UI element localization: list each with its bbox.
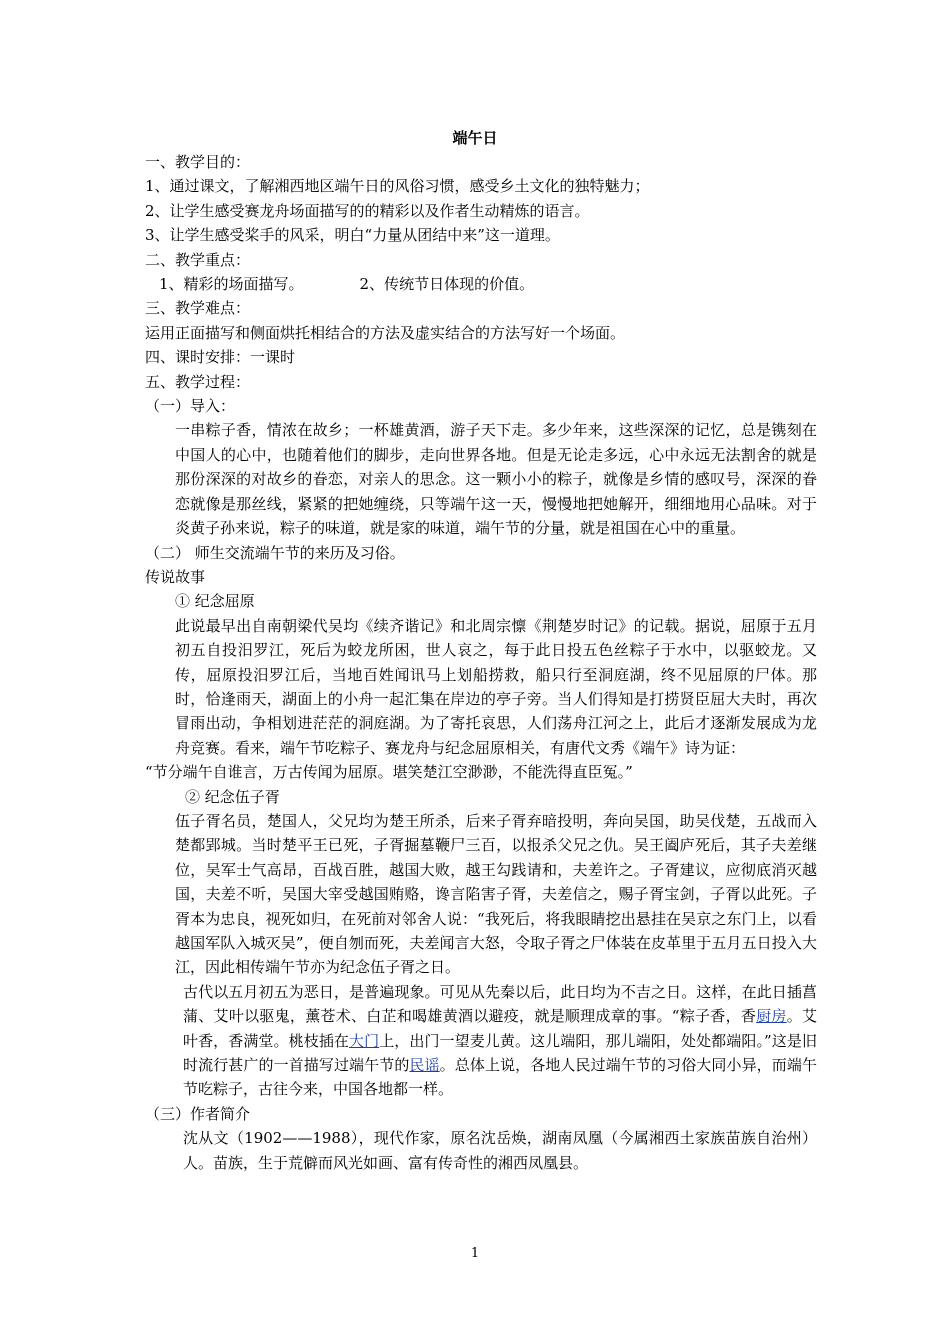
story1-paragraph <box>145 614 817 760</box>
story1-text: 此说最早出自南朝梁代吴均《续齐谐记》和北周宗懔《荆楚岁时记》的记载。据说，屈原于五月初五自投汨罗江，死后为蛟龙所困，世人哀之，每于此日投五色丝粽子于水中，以驱蛟龙。又传，屈原投汨罗江后，当地百姓闻讯马上划船捞救，船只行至洞庭湖，终不见屈原的尸体。那时，恰逢雨天，湖面上的小舟一起汇集在岸边的亭子旁。当人们得知是打捞贤臣屈大夫时，再次冒雨出动，争相划进茫茫的洞庭湖。为了寄托哀思，人们荡舟江河之上，此后才逐渐发展成为龙舟竞赛。看来，端午节吃粽子、赛龙舟与纪念屈原相关，有唐代文秀《端午》诗为证： <box>175 616 817 757</box>
keypoint-item-2: 2、传统节日体现的价值。 <box>359 275 535 294</box>
difficulty-heading: 三、教学难点： <box>145 299 251 318</box>
schedule-line: 四、课时安排：一课时 <box>145 348 296 367</box>
story1-poem: “节分端午自谁言，万古传闻为屈原。堪笑楚江空渺渺，不能洗得直臣冤。” <box>145 763 633 782</box>
page-title: 端午日 <box>452 129 498 147</box>
story2-text: 伍子胥名员，楚国人，父兄均为楚王所杀，后来子胥弃暗投明，奔向吴国，助吴伐楚，五战而入楚都郢城。当时楚平王已死，子胥掘墓鞭尸三百，以报杀父兄之仇。吴王阖庐死后，其子夫差继位，吴军士气高昂，百战百胜，越国大败，越王勾践请和，夫差许之。子胥建议，应彻底消灭越国，夫差不听，吴国大宰受越国贿赂，谗言陷害子胥，夫差信之，赐子胥宝剑，子胥以此死。子胥本为忠良，视死如归，在死前对邻舍人说：“我死后，将我眼睛挖出悬挂在吴京之东门上，以看越国军队入城灭吴”，便自刎而死，夫差闻言大怒，令取子胥之尸体装在皮革里于五月五日投入大江，因此相传端午节亦为纪念伍子胥之日。 <box>175 811 817 977</box>
keypoint-item-1: 1、精彩的场面描写。 <box>159 275 304 294</box>
customs-paragraph <box>145 980 817 1102</box>
objective-item-1: 1、通过课文，了解湘西地区端午日的风俗习惯，感受乡土文化的独特魅力； <box>145 177 650 196</box>
document-body <box>145 150 817 1175</box>
author-paragraph <box>145 1126 817 1175</box>
objective-item-3: 3、让学生感受桨手的风采，明白“力量从团结中来”这一道理。 <box>145 226 560 245</box>
page-number: 1 <box>470 1246 480 1261</box>
customs-text-4: 。总体上说，各地人民过端午节的习俗大同小异，而端午节吃粽子，古往今来，中国各地都一样。 <box>183 1056 817 1099</box>
customs-text-2: 。艾叶香，香满堂。桃枝插在 <box>183 1007 817 1050</box>
intro-paragraph <box>145 418 817 540</box>
process-heading: 五、教学过程： <box>145 372 251 391</box>
story2-heading: ② 纪念伍子胥 <box>185 787 280 806</box>
exchange-heading: （二） 师生交流端午节的来历及习俗。 <box>145 543 405 562</box>
customs-text-3: 上，出门一望麦儿黄。这儿端阳，那儿端阳，处处都端阳。”这是旧时流行甚广的一首描写过端午节的 <box>183 1031 817 1075</box>
story1-heading: ① 纪念屈原 <box>175 592 255 611</box>
keypoints-heading: 二、教学重点： <box>145 250 251 269</box>
legend-heading: 传说故事 <box>145 567 206 586</box>
intro-text: 一串粽子香，情浓在故乡；一杯雄黄酒，游子天下走。多少年来，这些深深的记忆，总是镌刻在中国人的心中，也随着他们的脚步，走向世界各地。但是无论走多远，心中永远无法割舍的就是那份深深的对故乡的眷恋，对亲人的思念。这一颗小小的粽子，就像是乡情的感叹号，深深的眷恋就像是那丝线，紧紧的把她缠绕，只等端午这一天，慢慢地把她解开，细细地用心品味。对于炎黄子孙来说，粽子的味道，就是家的味道，端午节的分量，就是祖国在心中的重量。 <box>175 421 817 538</box>
intro-heading: （一）导入： <box>145 397 236 416</box>
objective-item-2: 2、让学生感受赛龙舟场面描写的的精彩以及作者生动精炼的语言。 <box>145 201 590 220</box>
customs-text-1: 古代以五月初五为恶日，是普遍现象。可见从先秦以后，此日均为不吉之日。这样，在此日插菖蒲、艾叶以驱鬼，薰苍术、白芷和喝雄黄酒以避疫，就是顺理成章的事。“粽子香，香 <box>183 982 817 1026</box>
link-folk-song[interactable]: 民谣 <box>409 1056 440 1075</box>
objectives-heading: 一、教学目的： <box>145 153 251 171</box>
link-kitchen[interactable]: 厨房 <box>756 1007 787 1026</box>
author-text: 沈从文（1902——1988），现代作家，原名沈岳焕，湖南凤凰（今属湘西土家族苗族自治州）人。苗族，生于荒僻而风光如画、富有传奇性的湘西凤凰县。 <box>183 1129 817 1172</box>
keypoints-line <box>145 272 817 296</box>
story2-paragraph <box>145 809 817 980</box>
link-gate[interactable]: 大门 <box>349 1031 380 1050</box>
difficulty-text: 运用正面描写和侧面烘托相结合的方法及虚实结合的方法写好一个场面。 <box>145 323 626 342</box>
author-heading: （三）作者简介 <box>145 1104 251 1123</box>
